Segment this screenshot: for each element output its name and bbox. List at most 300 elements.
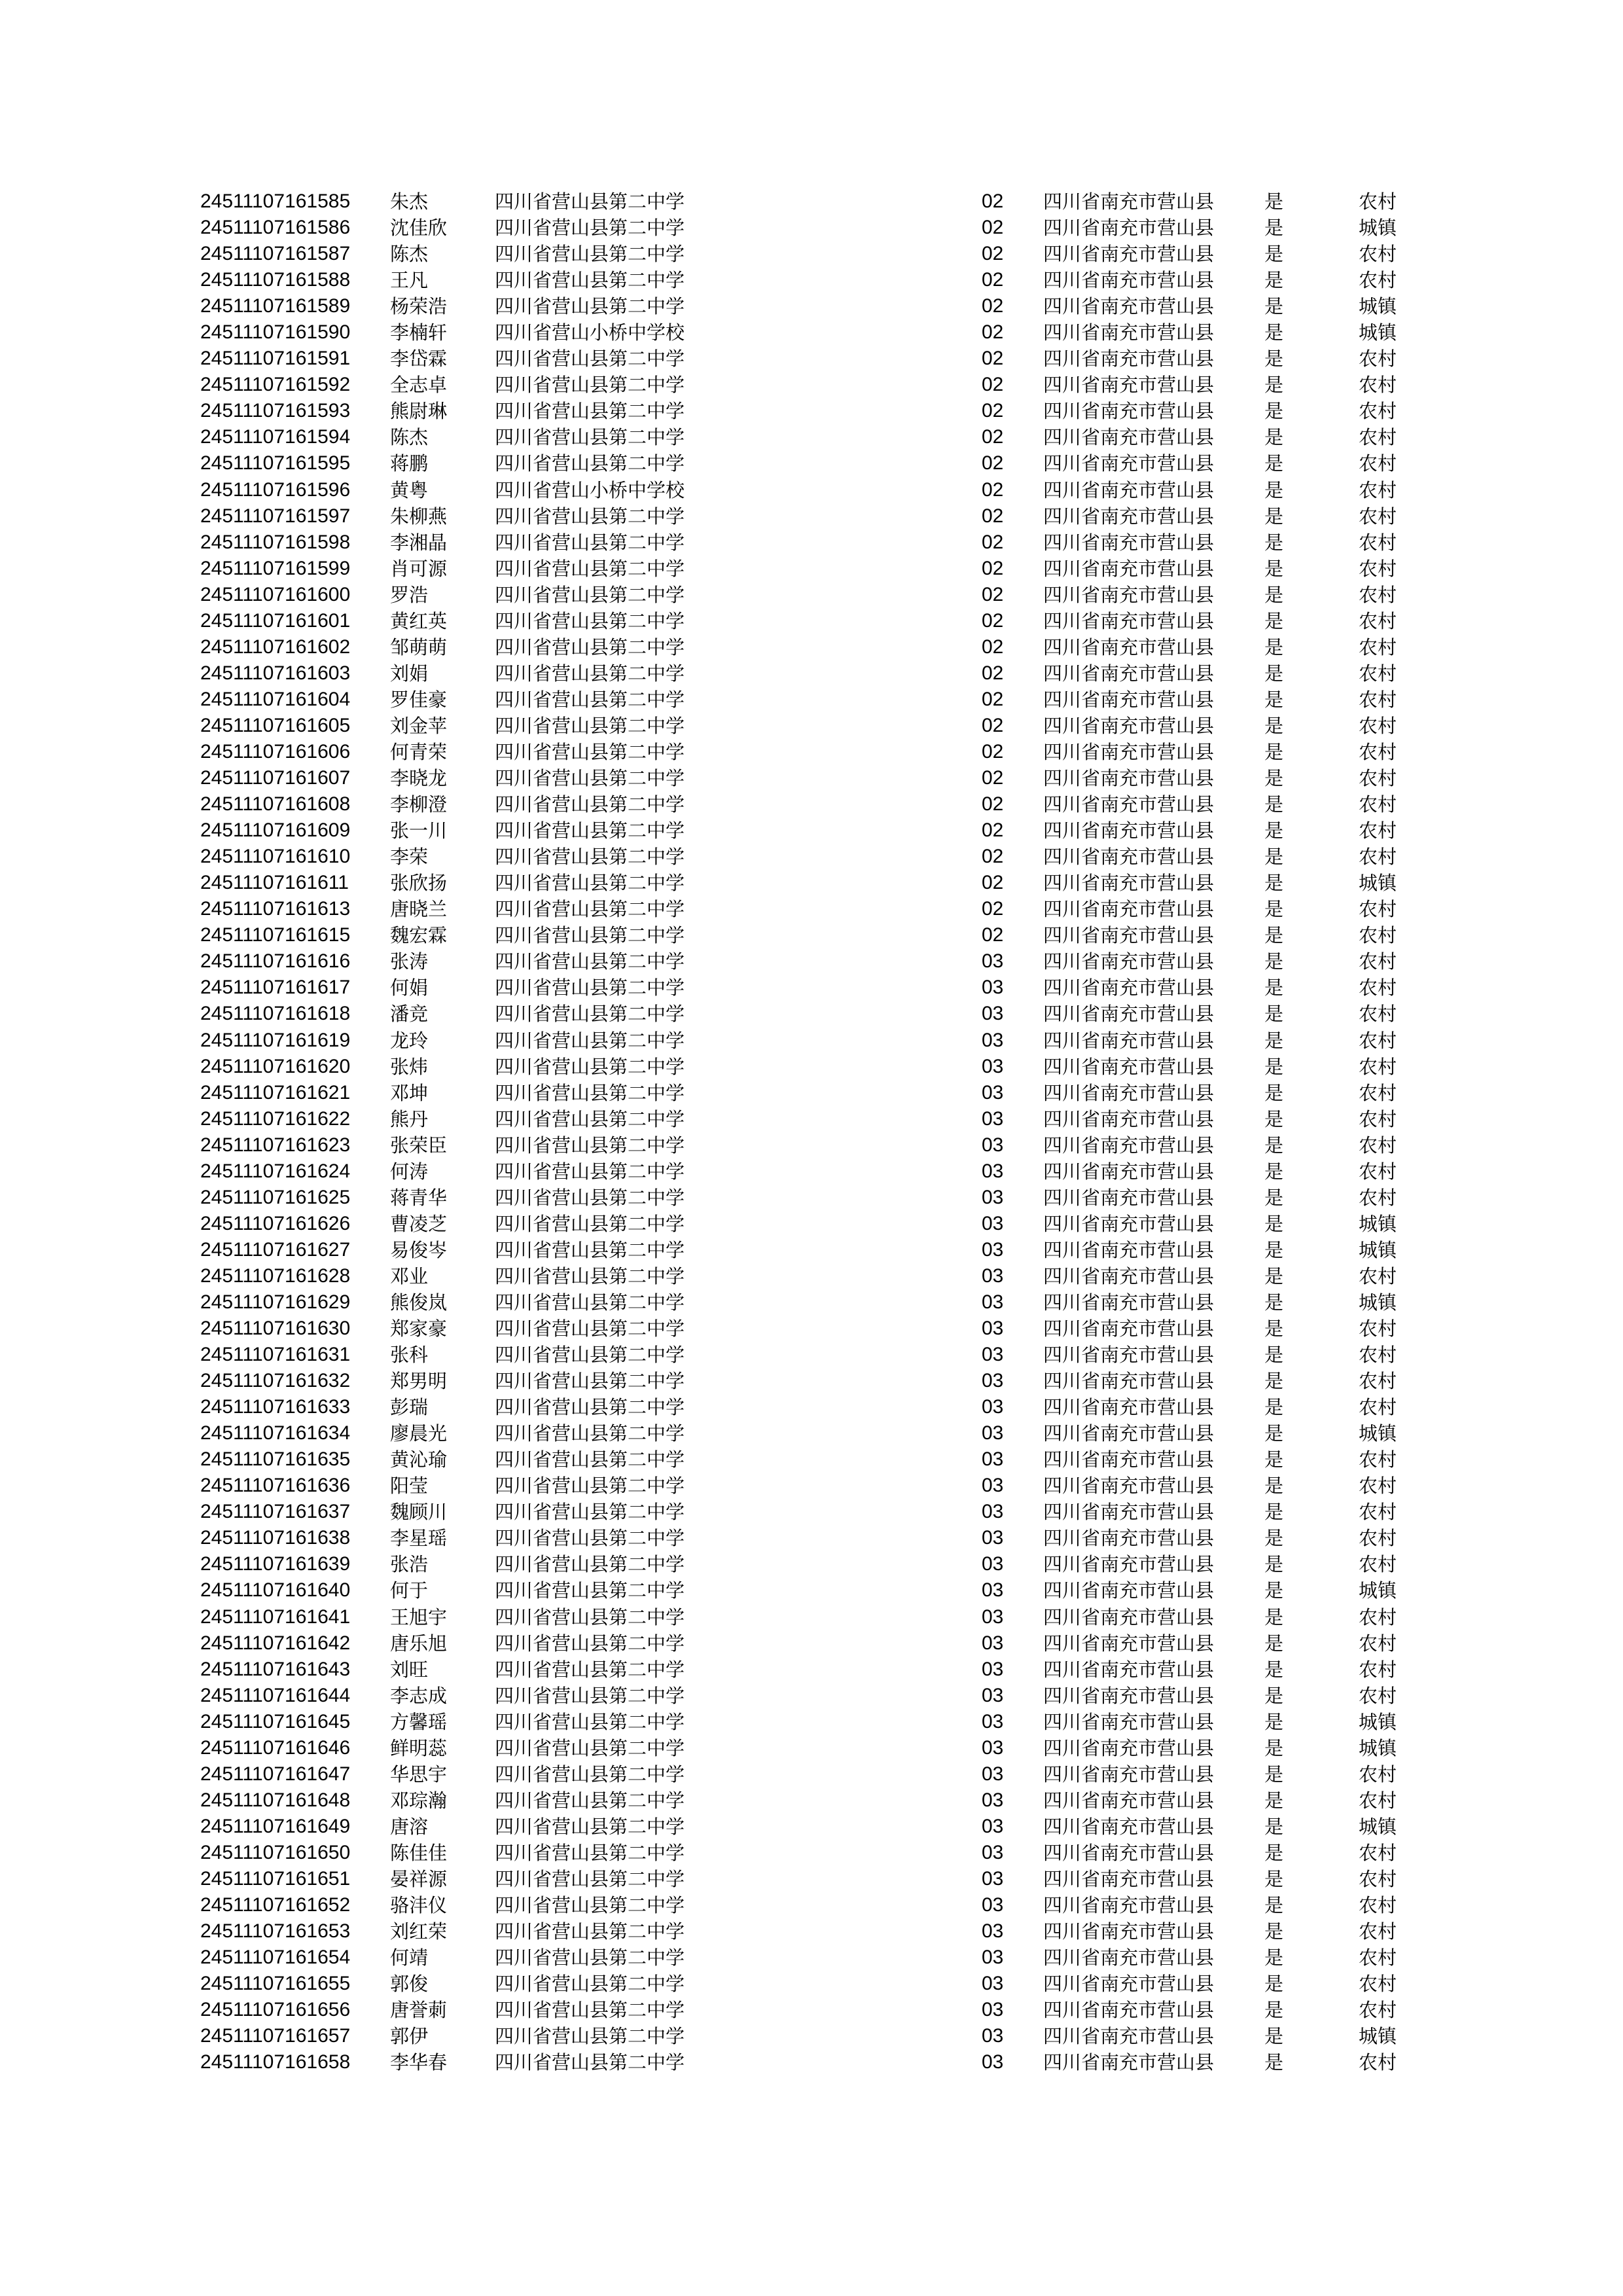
class-code-cell: 02: [982, 505, 1004, 527]
student-id-cell: 24511107161619: [200, 1029, 351, 1051]
region-cell: 四川省南充市营山县: [1043, 1186, 1215, 1209]
class-code-cell: 02: [982, 898, 1004, 920]
residence-type-cell: 城镇: [1359, 217, 1397, 240]
student-name-cell: 李荣: [390, 846, 429, 869]
table-row: [0, 817, 1623, 844]
student-name-cell: 廖晨光: [390, 1422, 448, 1445]
student-name-cell: 郑家豪: [390, 1318, 448, 1340]
flag-cell: 是: [1264, 1868, 1284, 1890]
class-code-cell: 02: [982, 924, 1004, 946]
school-cell: 四川省营山小桥中学校: [495, 478, 685, 501]
residence-type-cell: 农村: [1359, 740, 1397, 763]
student-id-cell: 24511107161657: [200, 2025, 351, 2047]
student-name-cell: 张涛: [390, 950, 429, 973]
student-name-cell: 朱杰: [390, 190, 429, 213]
region-cell: 四川省南充市营山县: [1043, 1238, 1215, 1261]
school-cell: 四川省营山县第二中学: [495, 1265, 685, 1287]
student-id-cell: 24511107161611: [200, 872, 349, 894]
region-cell: 四川省南充市营山县: [1043, 505, 1215, 528]
region-cell: 四川省南充市营山县: [1043, 1999, 1215, 2022]
student-name-cell: 邓坤: [390, 1081, 429, 1104]
residence-type-cell: 城镇: [1359, 1710, 1397, 1733]
student-name-cell: 唐誉莿: [390, 1999, 448, 2022]
student-id-cell: 24511107161630: [200, 1318, 351, 1340]
residence-type-cell: 农村: [1359, 977, 1397, 999]
student-name-cell: 龙玲: [390, 1029, 429, 1052]
student-id-cell: 24511107161651: [200, 1868, 351, 1890]
flag-cell: 是: [1264, 846, 1284, 869]
region-cell: 四川省南充市营山县: [1043, 662, 1215, 685]
region-cell: 四川省南充市营山县: [1043, 1370, 1215, 1393]
student-name-cell: 邓业: [390, 1265, 429, 1287]
student-name-cell: 熊尉琳: [390, 400, 448, 423]
class-code-cell: 03: [982, 950, 1004, 973]
region-cell: 四川省南充市营山县: [1043, 1736, 1215, 1759]
student-name-cell: 何娟: [390, 977, 429, 999]
class-code-cell: 02: [982, 767, 1004, 789]
flag-cell: 是: [1264, 1212, 1284, 1235]
region-cell: 四川省南充市营山县: [1043, 1029, 1215, 1052]
table-row: [0, 765, 1623, 791]
residence-type-cell: 农村: [1359, 1475, 1397, 1498]
student-name-cell: 骆沣仪: [390, 1894, 448, 1917]
school-cell: 四川省营山县第二中学: [495, 1527, 685, 1550]
school-cell: 四川省营山县第二中学: [495, 1003, 685, 1026]
student-name-cell: 杨荣浩: [390, 295, 448, 318]
residence-type-cell: 农村: [1359, 1894, 1397, 1917]
school-cell: 四川省营山县第二中学: [495, 1212, 685, 1235]
class-code-cell: 03: [982, 1973, 1004, 1995]
flag-cell: 是: [1264, 1501, 1284, 1524]
school-cell: 四川省营山县第二中学: [495, 1763, 685, 1785]
flag-cell: 是: [1264, 1841, 1284, 1864]
region-cell: 四川省南充市营山县: [1043, 1055, 1215, 1078]
residence-type-cell: 农村: [1359, 531, 1397, 554]
flag-cell: 是: [1264, 1318, 1284, 1340]
table-row: [0, 1551, 1623, 1577]
flag-cell: 是: [1264, 977, 1284, 999]
school-cell: 四川省营山县第二中学: [495, 609, 685, 632]
flag-cell: 是: [1264, 1553, 1284, 1576]
table-row: [0, 398, 1623, 424]
flag-cell: 是: [1264, 1710, 1284, 1733]
table-row: [0, 1054, 1623, 1080]
student-id-cell: 24511107161653: [200, 1920, 351, 1943]
class-code-cell: 03: [982, 1763, 1004, 1785]
table-row: [0, 1814, 1623, 1840]
flag-cell: 是: [1264, 1238, 1284, 1261]
table-row: [0, 1630, 1623, 1657]
flag-cell: 是: [1264, 1658, 1284, 1681]
student-name-cell: 黄沁瑜: [390, 1448, 448, 1471]
region-cell: 四川省南充市营山县: [1043, 1553, 1215, 1576]
student-name-cell: 何涛: [390, 1160, 429, 1183]
residence-type-cell: 农村: [1359, 583, 1397, 606]
flag-cell: 是: [1264, 190, 1284, 213]
student-id-cell: 24511107161634: [200, 1422, 351, 1444]
class-code-cell: 03: [982, 1186, 1004, 1208]
region-cell: 四川省南充市营山县: [1043, 531, 1215, 554]
student-id-cell: 24511107161656: [200, 1999, 351, 2021]
school-cell: 四川省营山县第二中学: [495, 1370, 685, 1393]
residence-type-cell: 农村: [1359, 400, 1397, 423]
class-code-cell: 02: [982, 295, 1004, 317]
student-name-cell: 阳莹: [390, 1475, 429, 1498]
class-code-cell: 02: [982, 478, 1004, 501]
table-row: [0, 372, 1623, 398]
school-cell: 四川省营山县第二中学: [495, 819, 685, 842]
table-row: [0, 1892, 1623, 1918]
student-id-cell: 24511107161608: [200, 793, 351, 816]
class-code-cell: 03: [982, 1475, 1004, 1497]
residence-type-cell: 农村: [1359, 1684, 1397, 1707]
flag-cell: 是: [1264, 1894, 1284, 1917]
school-cell: 四川省营山县第二中学: [495, 1448, 685, 1471]
flag-cell: 是: [1264, 1579, 1284, 1602]
class-code-cell: 02: [982, 452, 1004, 475]
residence-type-cell: 农村: [1359, 426, 1397, 449]
table-row: [0, 1761, 1623, 1787]
region-cell: 四川省南充市营山县: [1043, 898, 1215, 921]
school-cell: 四川省营山县第二中学: [495, 1055, 685, 1078]
class-code-cell: 02: [982, 740, 1004, 762]
region-cell: 四川省南充市营山县: [1043, 452, 1215, 475]
region-cell: 四川省南充市营山县: [1043, 1501, 1215, 1524]
school-cell: 四川省营山县第二中学: [495, 1475, 685, 1498]
flag-cell: 是: [1264, 452, 1284, 475]
class-code-cell: 03: [982, 1265, 1004, 1287]
student-name-cell: 张一川: [390, 819, 448, 842]
residence-type-cell: 城镇: [1359, 295, 1397, 318]
residence-type-cell: 农村: [1359, 793, 1397, 816]
student-name-cell: 邹萌萌: [390, 636, 448, 658]
residence-type-cell: 农村: [1359, 636, 1397, 658]
student-name-cell: 李楠轩: [390, 321, 448, 344]
school-cell: 四川省营山县第二中学: [495, 1684, 685, 1707]
student-name-cell: 刘红荣: [390, 1920, 448, 1943]
flag-cell: 是: [1264, 321, 1284, 344]
residence-type-cell: 农村: [1359, 1344, 1397, 1367]
school-cell: 四川省营山小桥中学校: [495, 321, 685, 344]
region-cell: 四川省南充市营山县: [1043, 1160, 1215, 1183]
residence-type-cell: 城镇: [1359, 1815, 1397, 1838]
school-cell: 四川省营山县第二中学: [495, 1736, 685, 1759]
table-row: [0, 1158, 1623, 1185]
student-id-cell: 24511107161643: [200, 1658, 351, 1680]
school-cell: 四川省营山县第二中学: [495, 714, 685, 737]
student-name-cell: 陈杰: [390, 243, 429, 266]
school-cell: 四川省营山县第二中学: [495, 1291, 685, 1314]
region-cell: 四川省南充市营山县: [1043, 557, 1215, 580]
table-row: [0, 1237, 1623, 1263]
class-code-cell: 02: [982, 269, 1004, 291]
table-row: [0, 1420, 1623, 1446]
residence-type-cell: 农村: [1359, 714, 1397, 737]
flag-cell: 是: [1264, 1763, 1284, 1785]
flag-cell: 是: [1264, 295, 1284, 318]
school-cell: 四川省营山县第二中学: [495, 1605, 685, 1628]
flag-cell: 是: [1264, 898, 1284, 921]
flag-cell: 是: [1264, 793, 1284, 816]
class-code-cell: 02: [982, 583, 1004, 605]
residence-type-cell: 农村: [1359, 1632, 1397, 1655]
region-cell: 四川省南充市营山县: [1043, 348, 1215, 370]
student-name-cell: 李柳澄: [390, 793, 448, 816]
student-name-cell: 熊丹: [390, 1107, 429, 1130]
student-id-cell: 24511107161605: [200, 714, 351, 736]
student-id-cell: 24511107161597: [200, 505, 351, 527]
student-id-cell: 24511107161626: [200, 1212, 351, 1234]
region-cell: 四川省南充市营山县: [1043, 1527, 1215, 1550]
residence-type-cell: 农村: [1359, 1763, 1397, 1785]
region-cell: 四川省南充市营山县: [1043, 426, 1215, 449]
student-name-cell: 李志成: [390, 1684, 448, 1707]
school-cell: 四川省营山县第二中学: [495, 2025, 685, 2048]
table-row: [0, 1577, 1623, 1604]
residence-type-cell: 城镇: [1359, 321, 1397, 344]
class-code-cell: 03: [982, 1920, 1004, 1943]
table-row: [0, 922, 1623, 948]
flag-cell: 是: [1264, 217, 1284, 240]
region-cell: 四川省南充市营山县: [1043, 1973, 1215, 1996]
student-name-cell: 陈佳佳: [390, 1841, 448, 1864]
school-cell: 四川省营山县第二中学: [495, 190, 685, 213]
residence-type-cell: 农村: [1359, 243, 1397, 266]
student-name-cell: 郭俊: [390, 1973, 429, 1996]
residence-type-cell: 农村: [1359, 1055, 1397, 1078]
table-row: [0, 215, 1623, 241]
region-cell: 四川省南充市营山县: [1043, 1579, 1215, 1602]
school-cell: 四川省营山县第二中学: [495, 452, 685, 475]
student-name-cell: 曹凌芝: [390, 1212, 448, 1235]
student-id-cell: 24511107161617: [200, 977, 351, 999]
region-cell: 四川省南充市营山县: [1043, 1789, 1215, 1812]
table-row: [0, 1945, 1623, 1971]
student-name-cell: 郭伊: [390, 2025, 429, 2048]
table-row: [0, 660, 1623, 687]
student-name-cell: 何于: [390, 1579, 429, 1602]
student-id-cell: 24511107161591: [200, 348, 351, 370]
class-code-cell: 03: [982, 1318, 1004, 1340]
student-id-cell: 24511107161658: [200, 2051, 351, 2073]
class-code-cell: 03: [982, 1946, 1004, 1969]
region-cell: 四川省南充市营山县: [1043, 583, 1215, 606]
table-row: [0, 1683, 1623, 1709]
class-code-cell: 03: [982, 1999, 1004, 2021]
table-row: [0, 1080, 1623, 1106]
flag-cell: 是: [1264, 924, 1284, 947]
region-cell: 四川省南充市营山县: [1043, 1291, 1215, 1314]
region-cell: 四川省南充市营山县: [1043, 1763, 1215, 1785]
table-row: [0, 556, 1623, 582]
class-code-cell: 02: [982, 793, 1004, 816]
school-cell: 四川省营山县第二中学: [495, 1894, 685, 1917]
school-cell: 四川省营山县第二中学: [495, 348, 685, 370]
residence-type-cell: 农村: [1359, 1081, 1397, 1104]
class-code-cell: 03: [982, 1134, 1004, 1156]
table-row: [0, 1211, 1623, 1237]
residence-type-cell: 农村: [1359, 846, 1397, 869]
flag-cell: 是: [1264, 426, 1284, 449]
student-name-cell: 李星瑶: [390, 1527, 448, 1550]
student-id-cell: 24511107161637: [200, 1501, 351, 1523]
class-code-cell: 02: [982, 531, 1004, 553]
flag-cell: 是: [1264, 609, 1284, 632]
class-code-cell: 03: [982, 1501, 1004, 1523]
school-cell: 四川省营山县第二中学: [495, 1501, 685, 1524]
student-id-cell: 24511107161589: [200, 295, 351, 317]
flag-cell: 是: [1264, 740, 1284, 763]
flag-cell: 是: [1264, 1527, 1284, 1550]
class-code-cell: 03: [982, 1658, 1004, 1680]
residence-type-cell: 农村: [1359, 478, 1397, 501]
school-cell: 四川省营山县第二中学: [495, 1553, 685, 1576]
school-cell: 四川省营山县第二中学: [495, 505, 685, 528]
student-id-cell: 24511107161587: [200, 243, 351, 265]
region-cell: 四川省南充市营山县: [1043, 2051, 1215, 2074]
table-row: [0, 529, 1623, 556]
flag-cell: 是: [1264, 374, 1284, 397]
school-cell: 四川省营山县第二中学: [495, 1422, 685, 1445]
region-cell: 四川省南充市营山县: [1043, 1448, 1215, 1471]
student-name-cell: 唐溶: [390, 1815, 429, 1838]
flag-cell: 是: [1264, 1789, 1284, 1812]
class-code-cell: 03: [982, 1238, 1004, 1261]
region-cell: 四川省南充市营山县: [1043, 243, 1215, 266]
class-code-cell: 03: [982, 1553, 1004, 1575]
student-id-cell: 24511107161590: [200, 321, 351, 344]
residence-type-cell: 农村: [1359, 950, 1397, 973]
class-code-cell: 02: [982, 636, 1004, 658]
school-cell: 四川省营山县第二中学: [495, 688, 685, 711]
flag-cell: 是: [1264, 1475, 1284, 1498]
flag-cell: 是: [1264, 1055, 1284, 1078]
residence-type-cell: 农村: [1359, 1318, 1397, 1340]
student-name-cell: 何靖: [390, 1946, 429, 1969]
class-code-cell: 02: [982, 819, 1004, 842]
school-cell: 四川省营山县第二中学: [495, 295, 685, 318]
table-row: [0, 1028, 1623, 1054]
table-row: [0, 1289, 1623, 1316]
student-id-cell: 24511107161631: [200, 1344, 351, 1366]
school-cell: 四川省营山县第二中学: [495, 1134, 685, 1157]
region-cell: 四川省南充市营山县: [1043, 1605, 1215, 1628]
student-name-cell: 王凡: [390, 269, 429, 292]
residence-type-cell: 城镇: [1359, 1422, 1397, 1445]
student-id-cell: 24511107161588: [200, 269, 351, 291]
student-id-cell: 24511107161652: [200, 1894, 351, 1916]
residence-type-cell: 农村: [1359, 1999, 1397, 2022]
region-cell: 四川省南充市营山县: [1043, 1841, 1215, 1864]
school-cell: 四川省营山县第二中学: [495, 1344, 685, 1367]
table-row: [0, 1263, 1623, 1289]
school-cell: 四川省营山县第二中学: [495, 269, 685, 292]
residence-type-cell: 农村: [1359, 1789, 1397, 1812]
school-cell: 四川省营山县第二中学: [495, 243, 685, 266]
region-cell: 四川省南充市营山县: [1043, 1684, 1215, 1707]
region-cell: 四川省南充市营山县: [1043, 1475, 1215, 1498]
region-cell: 四川省南充市营山县: [1043, 924, 1215, 947]
class-code-cell: 03: [982, 2051, 1004, 2073]
table-row: [0, 1735, 1623, 1761]
student-id-cell: 24511107161639: [200, 1553, 351, 1575]
residence-type-cell: 农村: [1359, 924, 1397, 947]
residence-type-cell: 农村: [1359, 1658, 1397, 1681]
class-code-cell: 03: [982, 1632, 1004, 1654]
student-name-cell: 熊俊岚: [390, 1291, 448, 1314]
residence-type-cell: 农村: [1359, 1370, 1397, 1393]
student-name-cell: 魏宏霖: [390, 924, 448, 947]
residence-type-cell: 城镇: [1359, 1291, 1397, 1314]
residence-type-cell: 农村: [1359, 1396, 1397, 1419]
student-id-cell: 24511107161654: [200, 1946, 351, 1969]
student-name-cell: 肖可源: [390, 557, 448, 580]
school-cell: 四川省营山县第二中学: [495, 1920, 685, 1943]
student-name-cell: 鲜明蕊: [390, 1736, 448, 1759]
school-cell: 四川省营山县第二中学: [495, 1815, 685, 1838]
student-name-cell: 朱柳燕: [390, 505, 448, 528]
student-id-cell: 24511107161599: [200, 557, 351, 579]
student-id-cell: 24511107161623: [200, 1134, 351, 1156]
residence-type-cell: 农村: [1359, 662, 1397, 685]
student-id-cell: 24511107161609: [200, 819, 351, 842]
flag-cell: 是: [1264, 400, 1284, 423]
class-code-cell: 03: [982, 1789, 1004, 1811]
table-row: [0, 1185, 1623, 1211]
school-cell: 四川省营山县第二中学: [495, 872, 685, 895]
student-id-cell: 24511107161624: [200, 1160, 351, 1182]
student-id-cell: 24511107161625: [200, 1186, 351, 1208]
school-cell: 四川省营山县第二中学: [495, 1029, 685, 1052]
student-name-cell: 黄红英: [390, 609, 448, 632]
region-cell: 四川省南充市营山县: [1043, 609, 1215, 632]
student-id-cell: 24511107161644: [200, 1684, 351, 1706]
school-cell: 四川省营山县第二中学: [495, 557, 685, 580]
region-cell: 四川省南充市营山县: [1043, 190, 1215, 213]
student-id-cell: 24511107161592: [200, 374, 351, 396]
region-cell: 四川省南充市营山县: [1043, 1422, 1215, 1445]
student-id-cell: 24511107161593: [200, 400, 351, 422]
student-id-cell: 24511107161600: [200, 583, 351, 605]
residence-type-cell: 农村: [1359, 688, 1397, 711]
student-id-cell: 24511107161603: [200, 662, 351, 684]
student-id-cell: 24511107161596: [200, 478, 351, 501]
student-name-cell: 刘金苹: [390, 714, 448, 737]
flag-cell: 是: [1264, 505, 1284, 528]
region-cell: 四川省南充市营山县: [1043, 217, 1215, 240]
table-row: [0, 503, 1623, 529]
flag-cell: 是: [1264, 662, 1284, 685]
class-code-cell: 03: [982, 1291, 1004, 1313]
school-cell: 四川省营山县第二中学: [495, 1081, 685, 1104]
region-cell: 四川省南充市营山县: [1043, 1946, 1215, 1969]
class-code-cell: 03: [982, 1396, 1004, 1418]
region-cell: 四川省南充市营山县: [1043, 1344, 1215, 1367]
residence-type-cell: 城镇: [1359, 1238, 1397, 1261]
residence-type-cell: 农村: [1359, 1003, 1397, 1026]
residence-type-cell: 农村: [1359, 1868, 1397, 1890]
table-row: [0, 293, 1623, 319]
residence-type-cell: 农村: [1359, 557, 1397, 580]
residence-type-cell: 城镇: [1359, 2025, 1397, 2048]
table-row: [0, 1787, 1623, 1814]
student-id-cell: 24511107161613: [200, 898, 351, 920]
student-name-cell: 易俊岑: [390, 1238, 448, 1261]
class-code-cell: 02: [982, 609, 1004, 632]
school-cell: 四川省营山县第二中学: [495, 898, 685, 921]
table-row: [0, 1132, 1623, 1158]
flag-cell: 是: [1264, 478, 1284, 501]
